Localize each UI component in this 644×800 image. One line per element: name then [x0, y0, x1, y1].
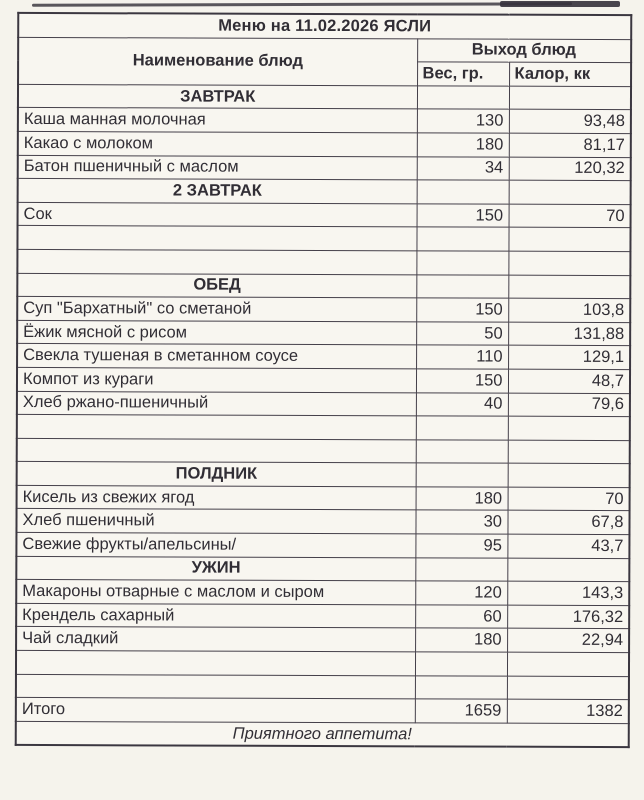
calories-cell: [508, 463, 630, 487]
weight-cell: [415, 557, 507, 581]
weight-cell: 1659: [415, 699, 507, 723]
section-row: [18, 179, 631, 205]
scan-artifact-line: [32, 2, 572, 6]
dish-row: [16, 580, 629, 606]
empty-name-cell: [17, 226, 416, 251]
calories-cell: 79,6: [508, 393, 630, 417]
scan-artifact-line: [500, 1, 620, 7]
calories-cell: 176,32: [507, 605, 629, 629]
dish-row: [17, 367, 630, 393]
calories-cell: 67,8: [507, 511, 629, 535]
dish-row: [16, 509, 629, 535]
total-row: [16, 698, 629, 724]
total-label-cell: Итого: [16, 698, 415, 723]
weight-cell: 180: [416, 487, 508, 511]
menu-title: Меню на 11.02.2026 ЯСЛИ: [18, 13, 631, 39]
calories-cell: 48,7: [508, 369, 630, 393]
weight-cell: 34: [417, 156, 509, 180]
section-row: [16, 556, 629, 582]
menu-rows: [16, 84, 631, 723]
weight-cell: [415, 652, 507, 676]
empty-row: [17, 415, 630, 441]
weight-cell: 95: [415, 534, 507, 558]
weight-cell: 110: [416, 345, 508, 369]
dish-name-cell: Хлеб ржано-пшеничный: [17, 391, 416, 416]
dish-name-cell: Суп "Бархатный" со сметаной: [17, 297, 416, 322]
weight-cell: [417, 86, 509, 110]
title-row: [18, 13, 631, 39]
weight-cell: [415, 675, 507, 699]
dish-row: [16, 627, 629, 653]
calories-cell: [507, 652, 629, 676]
dish-row: [16, 603, 629, 629]
dish-row: [17, 320, 630, 346]
calories-cell: [508, 275, 630, 299]
calories-cell: [508, 416, 630, 440]
empty-row: [16, 650, 629, 676]
weight-cell: [417, 180, 509, 204]
dish-name-cell: Свежие фрукты/апельсины/: [16, 532, 415, 557]
dish-name-cell: Батон пшеничный с маслом: [18, 155, 417, 180]
dish-name-cell: Сок: [18, 202, 417, 227]
dish-row: [18, 131, 631, 157]
column-header-weight: Вес, гр.: [417, 62, 509, 86]
calories-cell: [508, 227, 630, 251]
empty-name-cell: [17, 438, 416, 463]
weight-cell: 30: [415, 510, 507, 534]
section-label-cell: ПОЛДНИК: [17, 462, 416, 487]
menu-table: [15, 12, 633, 749]
calories-cell: [507, 676, 629, 700]
calories-cell: 129,1: [508, 345, 630, 369]
weight-cell: [416, 251, 508, 275]
calories-cell: 1382: [507, 699, 629, 723]
dish-row: [17, 297, 630, 323]
column-header-calories: Калор, кк: [509, 62, 631, 86]
dish-row: [18, 155, 631, 181]
dish-name-cell: Каша манная молочная: [18, 108, 417, 133]
dish-name-cell: Свекла тушеная в сметанном соусе: [17, 344, 416, 369]
dish-name-cell: Ёжик мясной с рисом: [17, 320, 416, 345]
dish-row: [16, 532, 629, 558]
empty-name-cell: [17, 249, 416, 274]
empty-name-cell: [17, 415, 416, 440]
section-label-cell: ЗАВТРАК: [18, 84, 417, 109]
calories-cell: 103,8: [508, 298, 630, 322]
weight-cell: 130: [417, 109, 509, 133]
weight-cell: 150: [416, 369, 508, 393]
section-row: [17, 273, 630, 299]
dish-name-cell: Какао с молоком: [18, 131, 417, 156]
calories-cell: 81,17: [509, 133, 631, 157]
footer-row: [16, 721, 629, 747]
empty-name-cell: [16, 674, 415, 699]
weight-cell: 150: [417, 204, 509, 228]
empty-row: [17, 438, 630, 464]
dish-name-cell: Кисель из свежих ягод: [17, 485, 416, 510]
calories-cell: 22,94: [507, 629, 629, 653]
dish-name-cell: Хлеб пшеничный: [16, 509, 415, 534]
dish-row: [17, 344, 630, 370]
empty-name-cell: [16, 650, 415, 675]
calories-cell: 143,3: [507, 581, 629, 605]
calories-cell: 70: [508, 487, 630, 511]
weight-cell: 120: [415, 581, 507, 605]
calories-cell: [508, 251, 630, 275]
weight-cell: [416, 463, 508, 487]
dish-row: [18, 108, 631, 134]
bon-appetit-note: Приятного аппетита!: [16, 721, 629, 747]
dish-row: [17, 485, 630, 511]
column-header-output-group: Выход блюд: [417, 38, 631, 62]
column-header-dish-name: Наименование блюд: [18, 37, 417, 86]
weight-cell: 50: [416, 322, 508, 346]
calories-cell: 93,48: [509, 110, 631, 134]
weight-cell: 150: [416, 298, 508, 322]
section-row: [18, 84, 631, 110]
calories-cell: [508, 440, 630, 464]
calories-cell: 43,7: [507, 534, 629, 558]
dish-name-cell: Крендель сахарный: [16, 603, 415, 628]
section-label-cell: 2 ЗАВТРАК: [18, 179, 417, 204]
weight-cell: [416, 440, 508, 464]
calories-cell: [509, 180, 631, 204]
empty-row: [17, 226, 630, 252]
weight-cell: [416, 416, 508, 440]
dish-row: [17, 391, 630, 417]
header-row-1: [18, 37, 631, 63]
weight-cell: 180: [417, 133, 509, 157]
calories-cell: [507, 558, 629, 582]
weight-cell: 40: [416, 392, 508, 416]
section-label-cell: УЖИН: [16, 556, 415, 581]
dish-name-cell: Макароны отварные с маслом и сыром: [16, 580, 415, 605]
empty-row: [17, 249, 630, 275]
calories-cell: 70: [509, 204, 631, 228]
weight-cell: [416, 227, 508, 251]
dish-row: [18, 202, 631, 228]
calories-cell: 131,88: [508, 322, 630, 346]
dish-name-cell: Компот из кураги: [17, 367, 416, 392]
weight-cell: [416, 274, 508, 298]
empty-row: [16, 674, 629, 700]
weight-cell: 180: [415, 628, 507, 652]
section-row: [17, 462, 630, 488]
calories-cell: 120,32: [509, 157, 631, 181]
dish-name-cell: Чай сладкий: [16, 627, 415, 652]
section-label-cell: ОБЕД: [17, 273, 416, 298]
weight-cell: 60: [415, 605, 507, 629]
calories-cell: [509, 86, 631, 110]
